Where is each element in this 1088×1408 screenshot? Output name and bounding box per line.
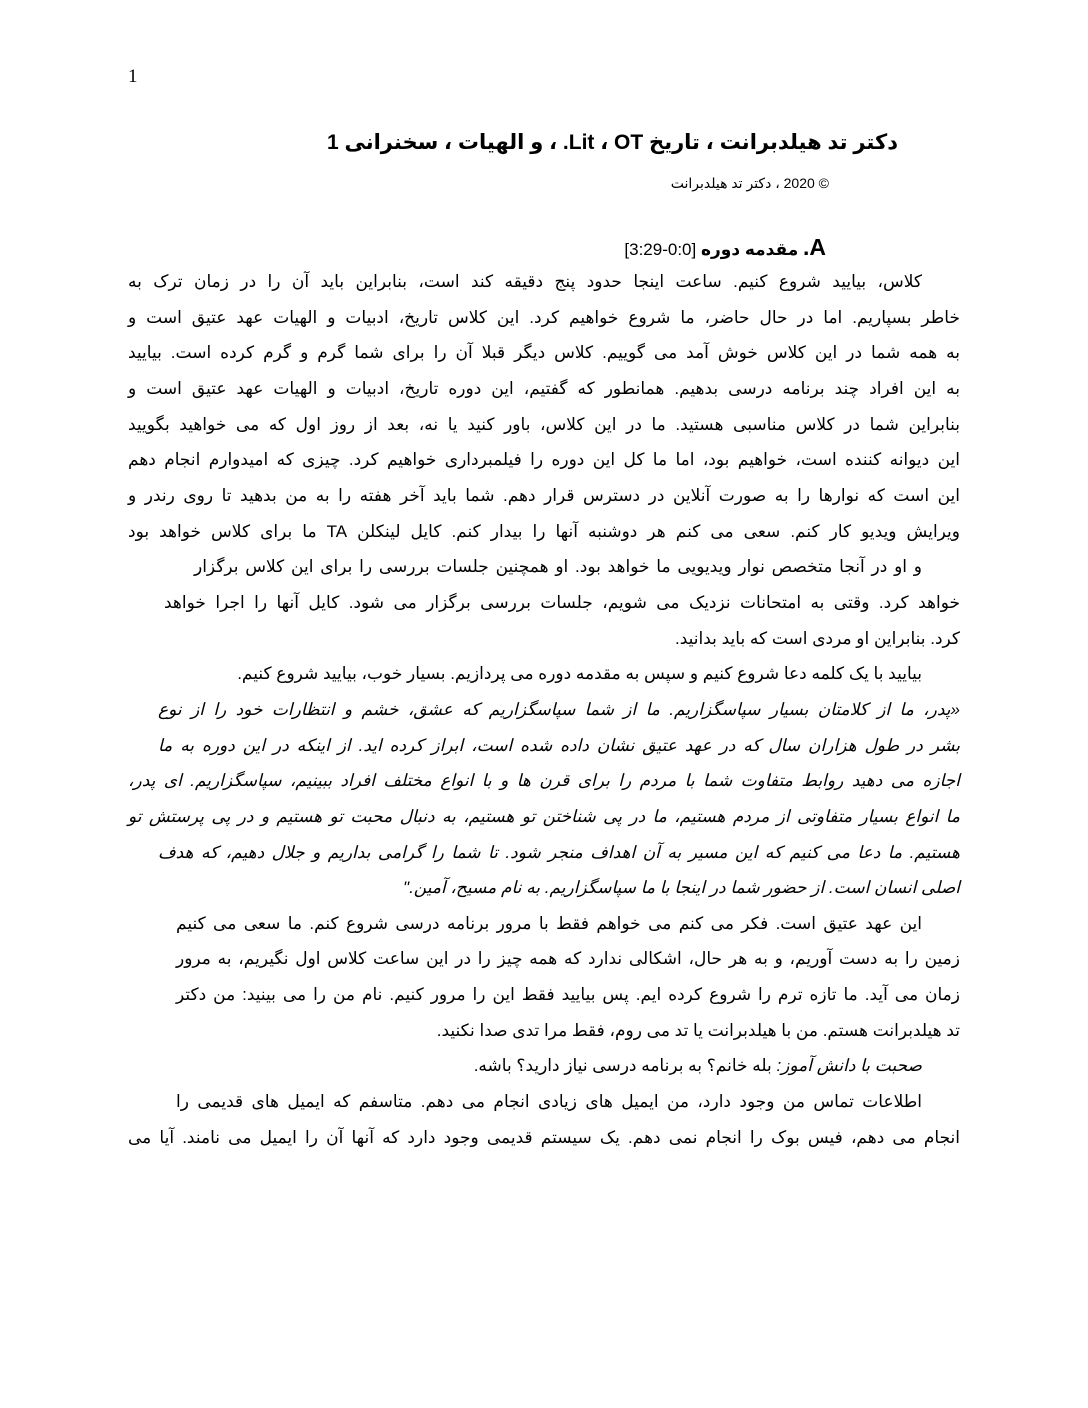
- body-text: [128, 264, 960, 1155]
- text-line: خاطر بسپاریم. اما در حال حاضر، ما شروع خواهیم کرد. این کلاس تاریخ، ادبیات و الهیات عهد عتیق است و: [128, 307, 960, 327]
- prayer-line: اجازه می دهید روابط متفاوت شما با مردم را برای قرن ها و با انواع مختلف افراد ببینیم، سپاسگزاریم. ای پدر،: [128, 771, 960, 791]
- document-title: دکتر تد هیلدبرانت ، تاریخ Lit ، OT. ، و الهیات ، سخنرانی 1: [326, 131, 898, 154]
- page-number: 1: [128, 66, 138, 87]
- section-timestamp: [0:0-3:29]: [624, 240, 697, 259]
- text-line: این دیوانه کننده است، خواهیم بود، اما ما کل این دوره را فیلمبرداری خواهیم کرد. چیزی که امیدوارم انجام دهم: [128, 450, 960, 470]
- text-line: کلاس، بیایید شروع کنیم. ساعت اینجا حدود پنج دقیقه کند است، بنابراین باید آن را در زمان ترک به: [128, 272, 922, 291]
- text-line: زمان می آید. ما تازه ترم را شروع کرده ایم. پس بیایید فقط این را مرور کنیم. نام من را می بینید: من دکتر: [176, 985, 960, 1005]
- text-line: انجام می دهم، فیس بوک را انجام نمی دهم. یک سیستم قدیمی وجود دارد که آنها آن را ایمیل می نامند. آیا می: [128, 1127, 960, 1147]
- text-line: زمین را به دست آوریم، و به هر حال، اشکالی ندارد که همه چیز را در این ساعت کلاس اول نگیریم، به مرور: [176, 949, 960, 969]
- text-line: تد هیلدبرانت هستم. من با هیلدبرانت یا تد می روم، فقط مرا تدی صدا نکنید.: [436, 1020, 960, 1040]
- prayer-line: اصلی انسان است. از حضور شما در اینجا با ما سپاسگزاریم. به نام مسیح، آمین.": [403, 878, 960, 898]
- prayer-line: «پدر، ما از کلامتان بسیار سپاسگزاریم. ما از شما سپاسگزاریم که عشق، خشم و انتظارات خود را از نوع: [158, 699, 960, 719]
- text-line: به همه شما در این کلاس خوش آمد می گوییم. کلاس دیگر قبلا آن را برای شما گرم و گرم کرده است. بیایید: [128, 343, 960, 363]
- text-line: بیایید با یک کلمه دعا شروع کنیم و سپس به مقدمه دوره می پردازیم. بسیار خوب، بیایید شروع کنیم.: [237, 664, 922, 684]
- text-line: بنابراین شما در کلاس مناسبی هستید. ما در این کلاس، باور کنید یا نه، بعد از روز اول که می خواهید بگویید: [128, 414, 960, 434]
- prayer-line: ما انواع بسیار متفاوتی از مردم هستیم، ما در پی شناختن تو هستیم، به دنبال محبت تو هستیم و در پی پرستش تو: [128, 806, 960, 826]
- student-reply: بله خانم؟ به برنامه درسی نیاز دارید؟ باشه.: [473, 1056, 772, 1076]
- text-line: اطلاعات تماس من وجود دارد، من ایمیل های زیادی انجام می دهم. متاسفم که ایمیل های قدیمی را: [176, 1092, 922, 1112]
- text-line: کرد. بنابراین او مردی است که باید بدانید.: [675, 628, 960, 648]
- section-heading-text: مقدمه دوره: [700, 240, 799, 259]
- text-line: خواهد کرد. وقتی به امتحانات نزدیک می شویم، جلسات بررسی برگزار می شود. کایل آنها را اجرا خواهد: [164, 592, 960, 612]
- section-heading: [128, 232, 826, 265]
- text-line: به این افراد چند برنامه درسی بدهیم. همانطور که گفتیم، این دوره تاریخ، ادبیات و الهیات عهد عتیق است و: [128, 378, 960, 398]
- text-line: این است که نوارها را به صورت آنلاین در دسترس قرار دهم. شما باید آخر هفته را به من بدهید تا روی رندر و: [128, 485, 960, 505]
- section-marker: A.: [802, 234, 826, 260]
- text-line: ویرایش ویدیو کار کنم. سعی می کنم هر دوشنبه آنها را بیدار کنم. کایل لینکلن TA ما برای کلاس خواهد بود: [128, 521, 960, 541]
- copyright-line: © 2020 ، دکتر تد هیلدبرانت: [670, 175, 829, 191]
- text-line: و او در آنجا متخصص نوار ویدیویی ما خواهد بود. او همچنین جلسات بررسی را برای این کلاس برگزار: [194, 557, 922, 577]
- text-line: این عهد عتیق است. فکر می کنم می خواهم فقط با مرور برنامه درسی شروع کنم. ما سعی می کنیم: [176, 913, 922, 933]
- student-label: صحبت با دانش آموز:: [776, 1056, 922, 1076]
- student-exchange-line: [128, 1048, 922, 1084]
- prayer-line: بشر در طول هزاران سال که در عهد عتیق نشان داده شده است، ابراز کرده اید. از اینکه در این دوره به ما: [158, 735, 960, 755]
- prayer-line: هستیم. ما دعا می کنیم که این مسیر به آن اهداف منجر شود. تا شما را گرامی بداریم و جلال دهیم، که هدف: [158, 842, 960, 862]
